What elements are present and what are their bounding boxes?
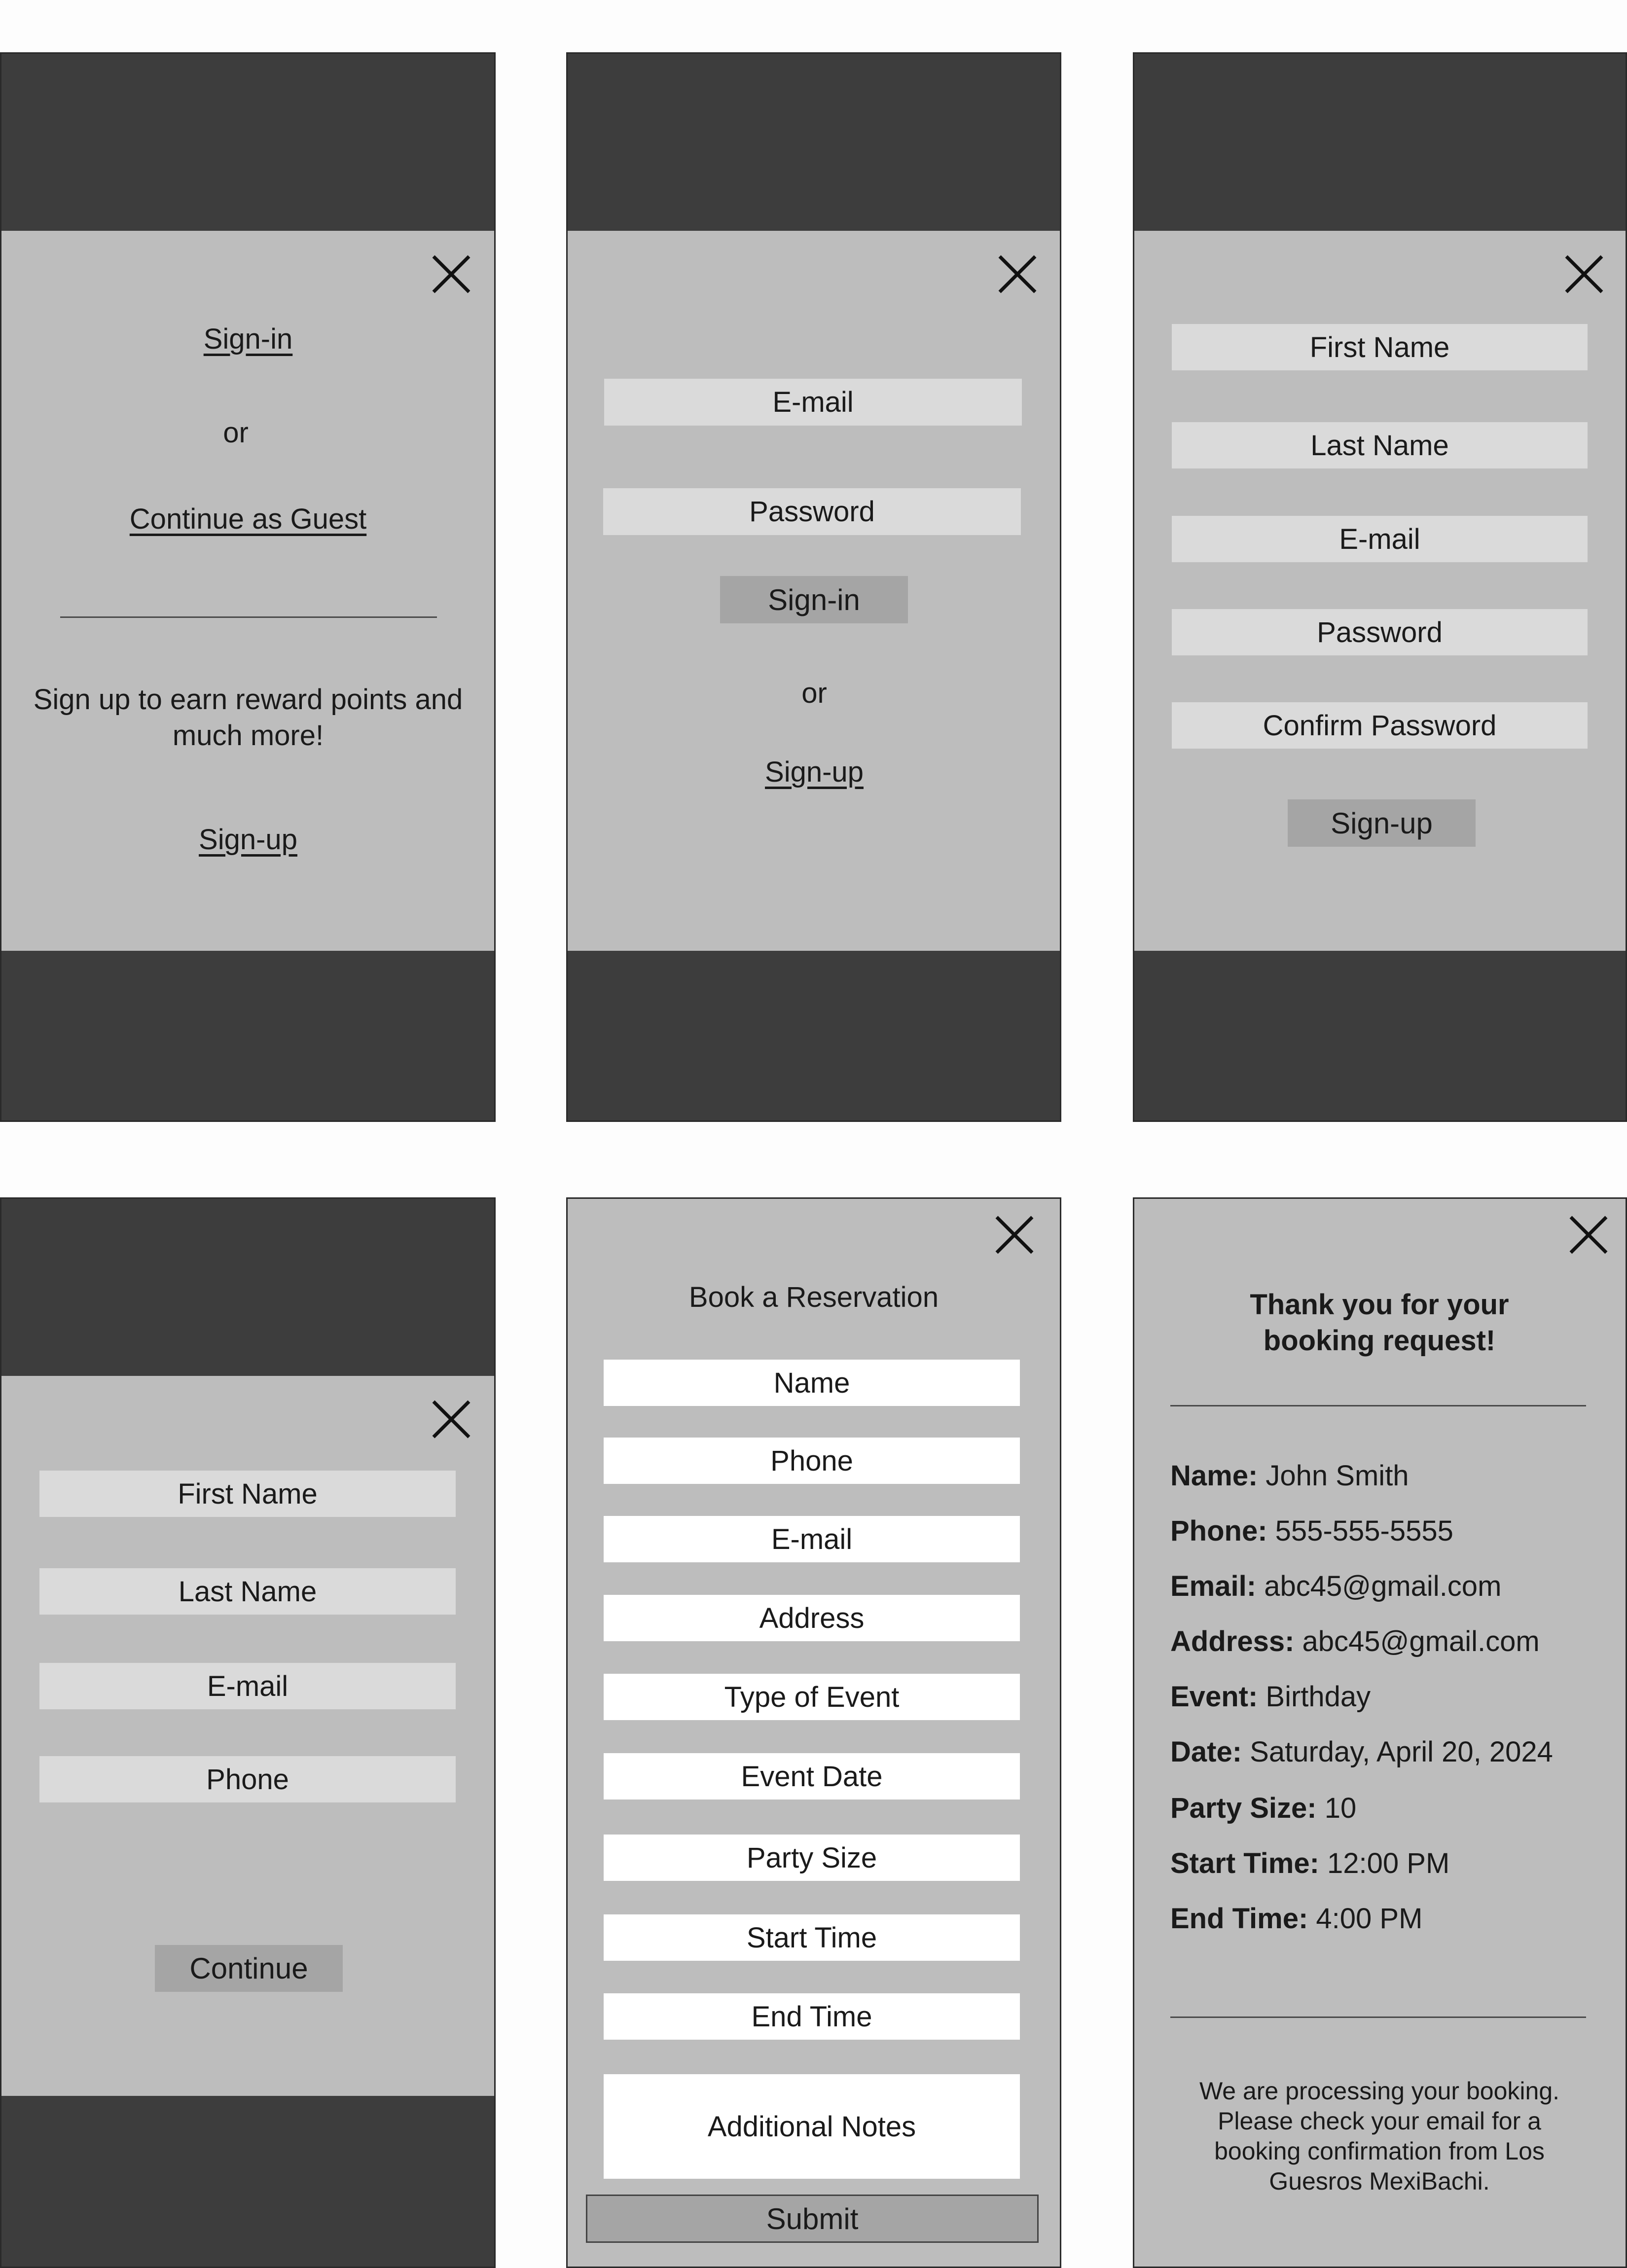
detail-email bbox=[1170, 1569, 1501, 1604]
email-input[interactable]: E-mail bbox=[604, 1516, 1020, 1562]
detail-value: 555-555-5555 bbox=[1275, 1515, 1453, 1547]
screen-booking-confirmation bbox=[1133, 1197, 1627, 2268]
divider bbox=[60, 616, 437, 618]
detail-date bbox=[1170, 1735, 1553, 1769]
detail-label: End Time: bbox=[1170, 1903, 1308, 1935]
email-input[interactable]: E-mail bbox=[1172, 516, 1588, 562]
first-name-input[interactable]: First Name bbox=[1172, 324, 1588, 370]
detail-value: 12:00 PM bbox=[1327, 1847, 1450, 1879]
signin-options-modal bbox=[1, 231, 494, 951]
close-icon[interactable] bbox=[431, 1399, 472, 1440]
first-name-input[interactable]: First Name bbox=[39, 1471, 456, 1517]
detail-label: Address: bbox=[1170, 1625, 1295, 1657]
divider bbox=[1170, 2016, 1586, 2018]
additional-notes-textarea[interactable]: Additional Notes bbox=[604, 2074, 1020, 2179]
screen-signin-options bbox=[0, 52, 496, 1122]
close-icon[interactable] bbox=[997, 253, 1038, 295]
detail-value: 10 bbox=[1324, 1792, 1357, 1824]
event-type-input[interactable]: Type of Event bbox=[604, 1674, 1020, 1720]
email-input[interactable]: E-mail bbox=[39, 1663, 456, 1709]
or-text: or bbox=[223, 417, 249, 449]
password-input[interactable]: Password bbox=[1172, 609, 1588, 655]
signup-link[interactable]: Sign-up bbox=[765, 756, 864, 788]
last-name-input[interactable]: Last Name bbox=[39, 1568, 456, 1615]
detail-value: Saturday, April 20, 2024 bbox=[1250, 1736, 1553, 1768]
detail-value: 4:00 PM bbox=[1316, 1903, 1423, 1935]
detail-value: abc45@gmail.com bbox=[1302, 1625, 1540, 1657]
name-input[interactable]: Name bbox=[604, 1360, 1020, 1406]
detail-party-size bbox=[1170, 1791, 1356, 1826]
detail-end-time bbox=[1170, 1902, 1422, 1936]
password-input[interactable]: Password bbox=[603, 488, 1021, 535]
rewards-promo-text: Sign up to earn reward points and much more! bbox=[33, 684, 463, 752]
detail-label: Event: bbox=[1170, 1681, 1258, 1713]
close-icon[interactable] bbox=[1568, 1214, 1609, 1256]
detail-label: Email: bbox=[1170, 1570, 1257, 1602]
screen-reservation-form bbox=[566, 1197, 1061, 2268]
signup-form-modal bbox=[1134, 231, 1626, 951]
signin-button[interactable]: Sign-in bbox=[720, 576, 908, 623]
event-date-input[interactable]: Event Date bbox=[604, 1753, 1020, 1800]
close-icon[interactable] bbox=[994, 1214, 1035, 1256]
detail-start-time bbox=[1170, 1846, 1449, 1881]
detail-value: Birthday bbox=[1265, 1681, 1371, 1713]
divider bbox=[1170, 1405, 1586, 1406]
screen-signin-form bbox=[566, 52, 1061, 1122]
address-input[interactable]: Address bbox=[604, 1595, 1020, 1641]
detail-label: Phone: bbox=[1170, 1515, 1267, 1547]
detail-name bbox=[1170, 1459, 1409, 1493]
close-icon[interactable] bbox=[431, 253, 472, 295]
last-name-input[interactable]: Last Name bbox=[1172, 422, 1588, 468]
screen-guest-details bbox=[0, 1197, 496, 2268]
signup-link[interactable]: Sign-up bbox=[199, 824, 297, 856]
detail-label: Party Size: bbox=[1170, 1792, 1317, 1824]
confirm-password-input[interactable]: Confirm Password bbox=[1172, 702, 1588, 749]
detail-phone bbox=[1170, 1514, 1453, 1548]
party-size-input[interactable]: Party Size bbox=[604, 1835, 1020, 1881]
phone-input[interactable]: Phone bbox=[604, 1438, 1020, 1484]
page-title: Book a Reservation bbox=[688, 1281, 939, 1313]
detail-event bbox=[1170, 1680, 1371, 1714]
detail-label: Date: bbox=[1170, 1736, 1242, 1768]
detail-address bbox=[1170, 1624, 1540, 1659]
submit-button[interactable]: Submit bbox=[586, 2195, 1039, 2243]
phone-input[interactable]: Phone bbox=[39, 1756, 456, 1802]
detail-label: Start Time: bbox=[1170, 1847, 1319, 1879]
guest-details-modal bbox=[1, 1376, 494, 2096]
email-input[interactable]: E-mail bbox=[604, 379, 1022, 426]
signup-button[interactable]: Sign-up bbox=[1288, 799, 1476, 847]
detail-label: Name: bbox=[1170, 1460, 1258, 1492]
signin-link[interactable]: Sign-in bbox=[203, 323, 293, 355]
or-text: or bbox=[801, 677, 827, 709]
end-time-input[interactable]: End Time bbox=[604, 1993, 1020, 2040]
start-time-input[interactable]: Start Time bbox=[604, 1914, 1020, 1961]
close-icon[interactable] bbox=[1563, 253, 1605, 295]
detail-value: abc45@gmail.com bbox=[1264, 1570, 1502, 1602]
processing-message: We are processing your booking. Please check your email for a booking confirmation from Los Guesros MexiBachi. bbox=[1199, 2077, 1560, 2195]
screen-signup-form bbox=[1133, 52, 1627, 1122]
continue-button[interactable]: Continue bbox=[155, 1945, 343, 1992]
signin-form-modal bbox=[568, 231, 1060, 951]
confirmation-title: Thank you for your booking request! bbox=[1250, 1289, 1509, 1357]
detail-value: John Smith bbox=[1265, 1460, 1409, 1492]
continue-as-guest-link[interactable]: Continue as Guest bbox=[129, 503, 367, 535]
